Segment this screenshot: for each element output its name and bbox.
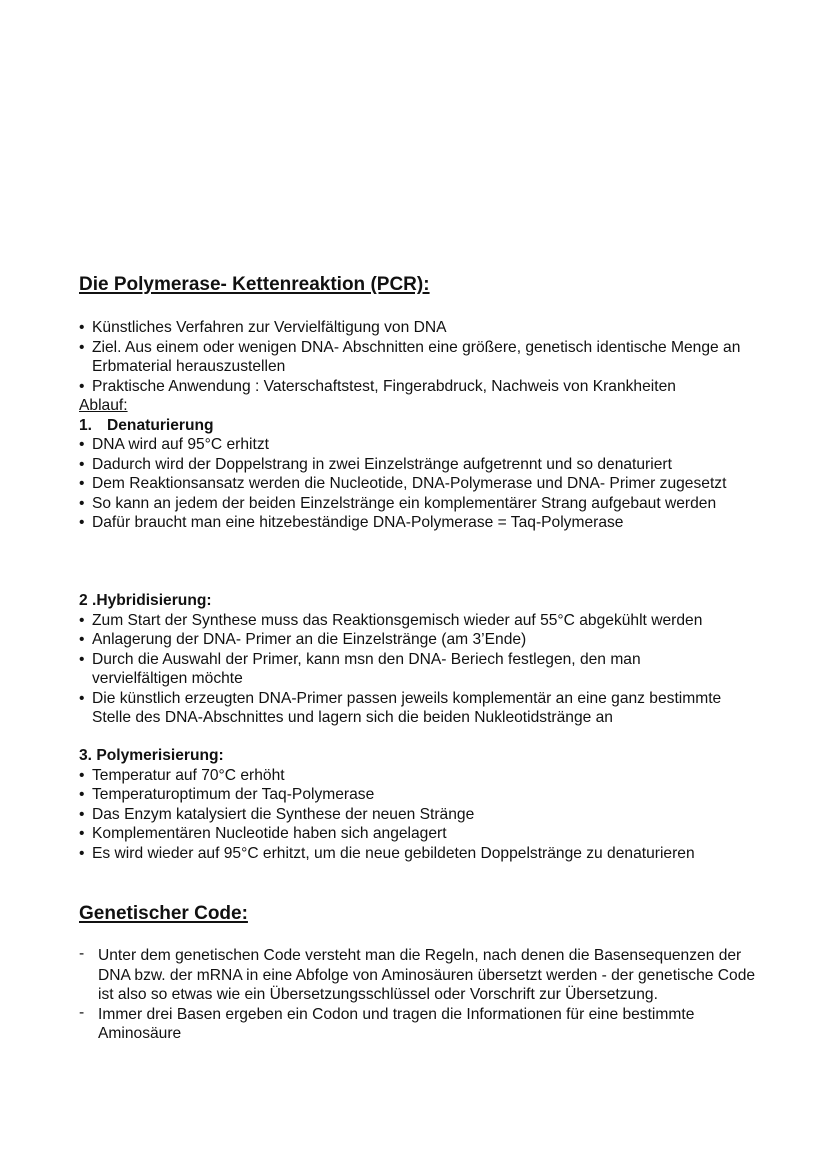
genetic-code-list [79,946,779,1044]
list-item: • Künstliches Verfahren zur Vervielfältigung von DNA [79,319,447,336]
step-hybridisierung [79,591,779,728]
bullet-icon: • [79,514,85,531]
list-item: - Immer drei Basen ergeben ein Codon und tragen die Informationen für eine bestimmte Aminosäure [79,1003,695,1042]
bullet-icon: • [79,494,85,512]
bullet-icon: • [79,805,85,823]
list-item: • Es wird wieder auf 95°C erhitzt, um die neue gebildeten Doppelstränge zu denaturieren [79,844,695,862]
list-item: • Komplementären Nucleotide haben sich angelagert [79,825,447,842]
list-item: • Das Enzym katalysiert die Synthese der neuen Stränge [79,805,475,823]
bullet-icon: • [79,377,85,395]
list-item: • Anlagerung der DNA- Primer an die Einzelstränge (am 3’Ende) [79,631,527,648]
bullet-icon: • [79,650,85,668]
list-item: • Temperaturoptimum der Taq-Polymerase [79,786,375,803]
list-item: • Dem Reaktionsansatz werden die Nucleotide, DNA-Polymerase und DNA- Primer zugesetzt [79,475,727,492]
genetic-code-title: Genetischer Code: [79,903,248,924]
bullet-icon: • [79,631,85,648]
dash-icon: - [79,945,85,962]
list-item: • Dafür braucht man eine hitzebeständige DNA-Polymerase = Taq-Polymerase [79,514,624,531]
step-polymerisierung [79,746,779,863]
bullet-icon: • [79,825,85,842]
list-item: • Durch die Auswahl der Primer, kann msn den DNA- Beriech festlegen, den man vervielfältigen möchte [79,650,641,687]
ablauf-label: Ablauf: [79,397,128,414]
list-item: • Praktische Anwendung : Vaterschaftstest, Fingerabdruck, Nachweis von Krankheiten [79,377,676,395]
bullet-icon: • [79,436,85,453]
bullet-icon: • [79,319,85,336]
list-item: • Temperatur auf 70°C erhöht [79,766,285,784]
list-item: - Unter dem genetischen Code versteht man die Regeln, nach denen die Basensequenzen der DNA bzw. der mRNA in eine Abfolge von Aminosäuren übersetzt werden - der genetische Code ist also so etwas wie ein Übersetzungsschlüssel oder Vorschrift zur Übersetzung. [79,945,756,1003]
bullet-icon: • [79,844,85,862]
bullet-icon: • [79,338,85,356]
bullet-icon: • [79,455,85,473]
list-item: • So kann an jedem der beiden Einzelstränge ein komplementärer Strang aufgebaut werden [79,494,717,512]
step-heading-denaturierung: 1. Denaturierung [79,416,214,434]
dash-icon: - [79,1003,85,1021]
list-item: • Dadurch wird der Doppelstrang in zwei Einzelstränge aufgetrennt und so denaturiert [79,455,672,473]
pcr-title: Die Polymerase- Kettenreaktion (PCR): [79,274,430,295]
bullet-icon: • [79,786,85,803]
bullet-icon: • [79,475,85,492]
list-item: • Ziel. Aus einem oder wenigen DNA- Abschnitten eine größere, genetisch identische Menge an Erbmaterial herauszustellen [79,338,741,375]
step-heading-polymerisierung: 3. Polymerisierung: [79,747,224,764]
pcr-intro-list [79,318,779,533]
bullet-icon: • [79,611,85,629]
list-item: • DNA wird auf 95°C erhitzt [79,436,269,453]
step-heading-hybridisierung: 2 .Hybridisierung: [79,592,212,609]
list-item: • Die künstlich erzeugten DNA-Primer passen jeweils komplementär an eine ganz bestimmte Stelle des DNA-Abschnittes und lagern sich die beiden Nukleotidstränge an [79,689,722,726]
bullet-icon: • [79,766,85,784]
bullet-icon: • [79,689,85,707]
list-item: • Zum Start der Synthese muss das Reaktionsgemisch wieder auf 55°C abgekühlt werden [79,611,703,629]
